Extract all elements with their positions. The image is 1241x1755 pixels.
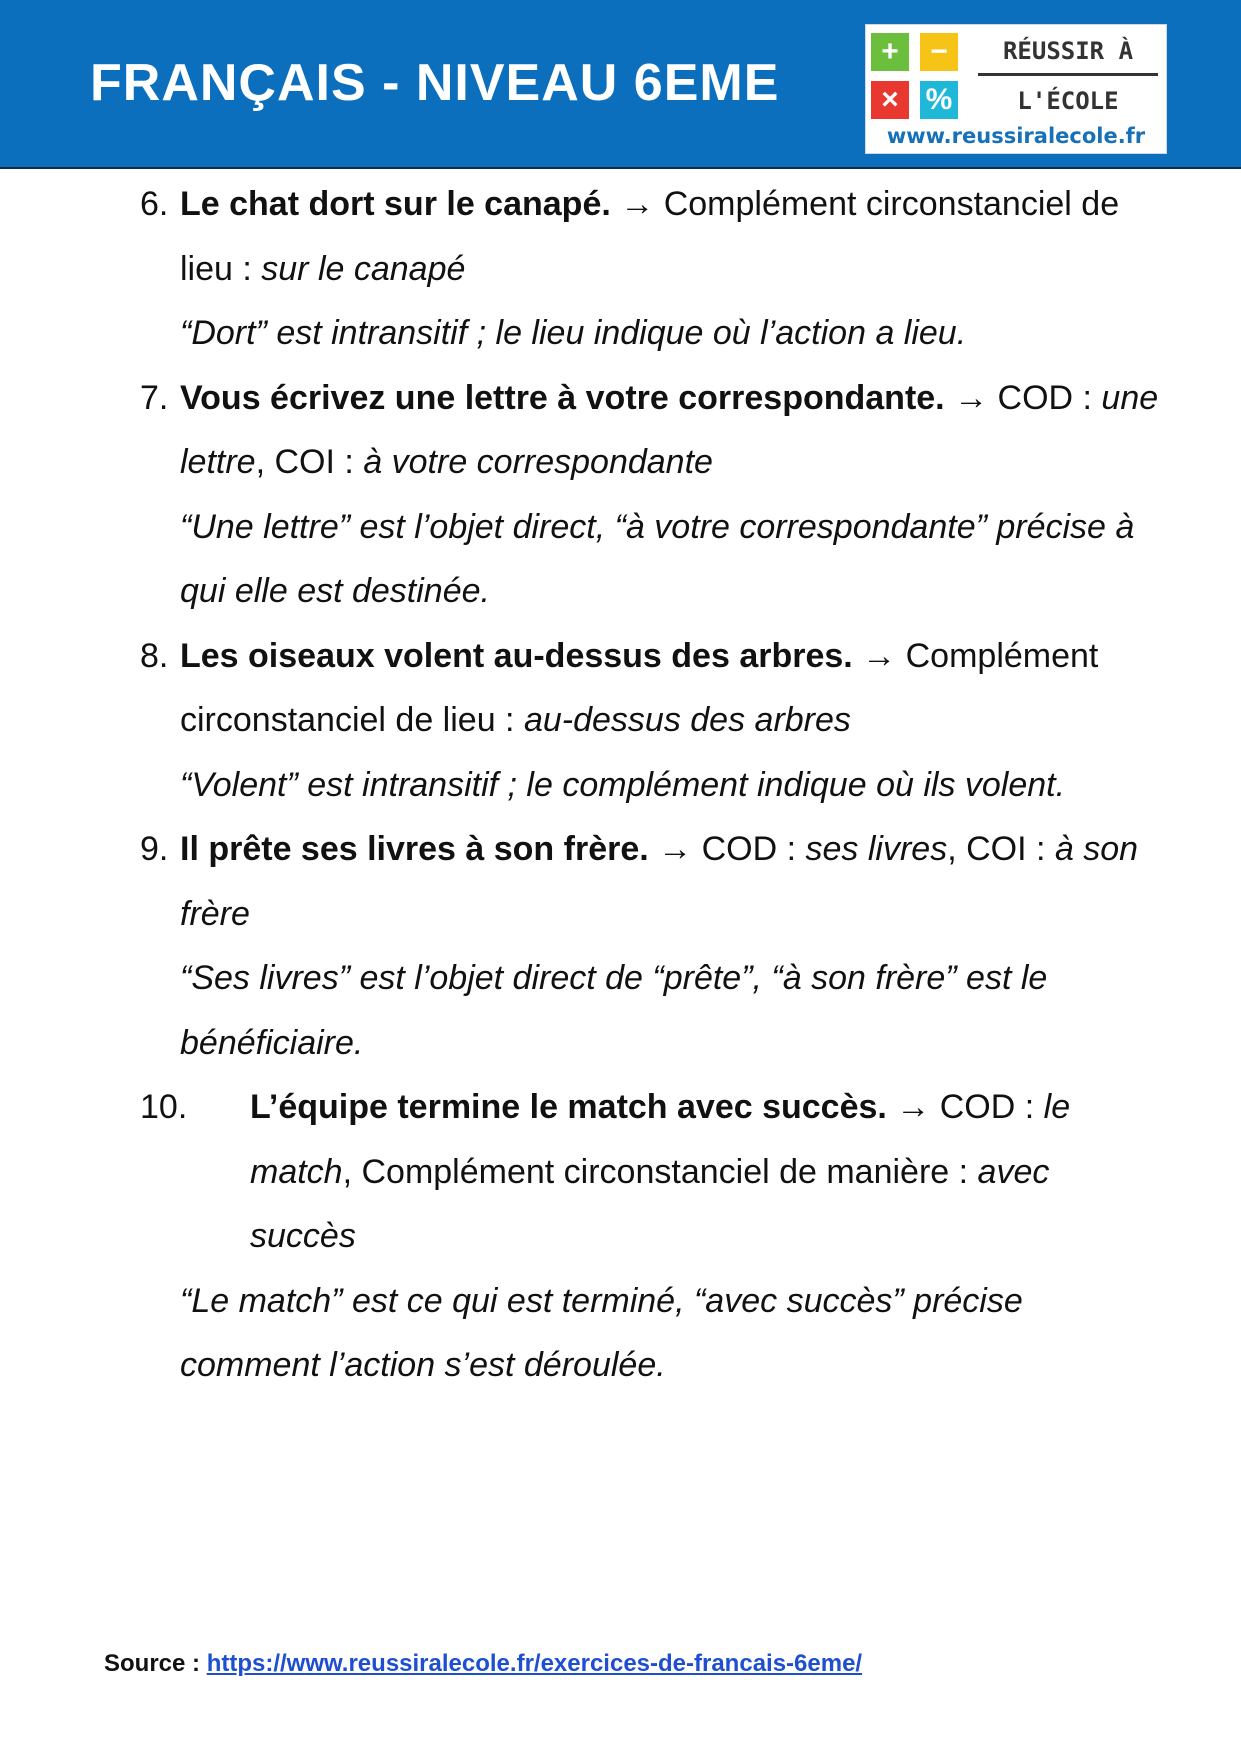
page-header — [0, 0, 1241, 169]
site-logo[interactable] — [865, 24, 1167, 154]
item-sentence: Il prête ses livres à son frère. — [180, 830, 649, 868]
item-analysis: → COD : — [648, 830, 806, 868]
item-sentence: Vous écrivez une lettre à votre correspondante. — [180, 378, 945, 417]
list-item-10 — [140, 1075, 1160, 1398]
item-cod-term: le match — [250, 1088, 1071, 1191]
item-number: 9. — [140, 830, 169, 868]
source-footer — [104, 1650, 862, 1678]
item-number: 10. — [140, 1088, 188, 1126]
minus-icon: − — [920, 33, 958, 71]
item-coi-term: à son frère — [180, 830, 1139, 933]
item-analysis: → Complément circonstanciel de lieu : — [180, 636, 1099, 739]
item-sentence: Le chat dort sur le canapé. — [180, 185, 611, 223]
item-explanation: “Une lettre” est l’objet direct, “à votre correspondante” précise à qui elle est destinée. — [180, 507, 1135, 610]
item-analysis: → COD : — [886, 1088, 1044, 1126]
item-number: 8. — [140, 636, 169, 675]
item-analysis-sep: , COI : — [947, 830, 1055, 868]
item-analysis: → COD : — [944, 378, 1102, 417]
source-link[interactable]: https://www.reussiralecole.fr/exercices-de-francais-6eme/ — [206, 1650, 863, 1677]
times-icon: × — [871, 81, 909, 119]
logo-divider — [978, 73, 1158, 76]
item-number: 7. — [140, 378, 169, 417]
list-item-9 — [140, 817, 1160, 1075]
item-analysis-term: au-dessus des arbres — [523, 701, 851, 739]
item-analysis-sep: , Complément circonstanciel de manière : — [342, 1152, 978, 1191]
logo-url[interactable]: www.reussiralecole.fr — [886, 124, 1146, 148]
page-title: FRANÇAIS - NIVEAU 6EME — [90, 54, 780, 112]
item-analysis-term: sur le canapé — [261, 249, 466, 288]
item-analysis-sep: , COI : — [255, 443, 364, 481]
item-coi-term: à votre correspondante — [363, 443, 713, 481]
item-explanation: “Le match” est ce qui est terminé, “avec succès” précise comment l’action s’est déroulée. — [180, 1281, 1023, 1384]
percent-icon: % — [920, 81, 958, 119]
item-cod-term: une lettre — [180, 378, 1159, 481]
item-cod-term: ses livres — [805, 830, 948, 868]
source-label: Source : — [104, 1650, 207, 1677]
item-explanation: “Dort” est intransitif ; le lieu indique où l’action a lieu. — [180, 314, 967, 352]
item-manner-term: avec succès — [250, 1152, 1050, 1255]
plus-icon: + — [871, 33, 909, 71]
logo-text-top: RÉUSSIR À — [1002, 37, 1134, 65]
list-item-7 — [140, 366, 1160, 624]
item-explanation: “Ses livres” est l’objet direct de “prête”, “à son frère” est le bénéficiaire. — [180, 959, 1048, 1062]
item-analysis: → Complément circonstanciel de lieu : — [180, 185, 1120, 288]
list-item-8 — [140, 624, 1160, 818]
item-sentence: Les oiseaux volent au-dessus des arbres. — [180, 636, 853, 675]
answer-list — [140, 172, 1160, 1398]
item-sentence: L’équipe termine le match avec succès. — [250, 1088, 887, 1126]
item-number: 6. — [140, 185, 169, 223]
logo-text-bottom: L'ÉCOLE — [1017, 87, 1119, 115]
item-explanation: “Volent” est intransitif ; le complément indique où ils volent. — [180, 765, 1066, 804]
list-item-6 — [140, 172, 1160, 366]
